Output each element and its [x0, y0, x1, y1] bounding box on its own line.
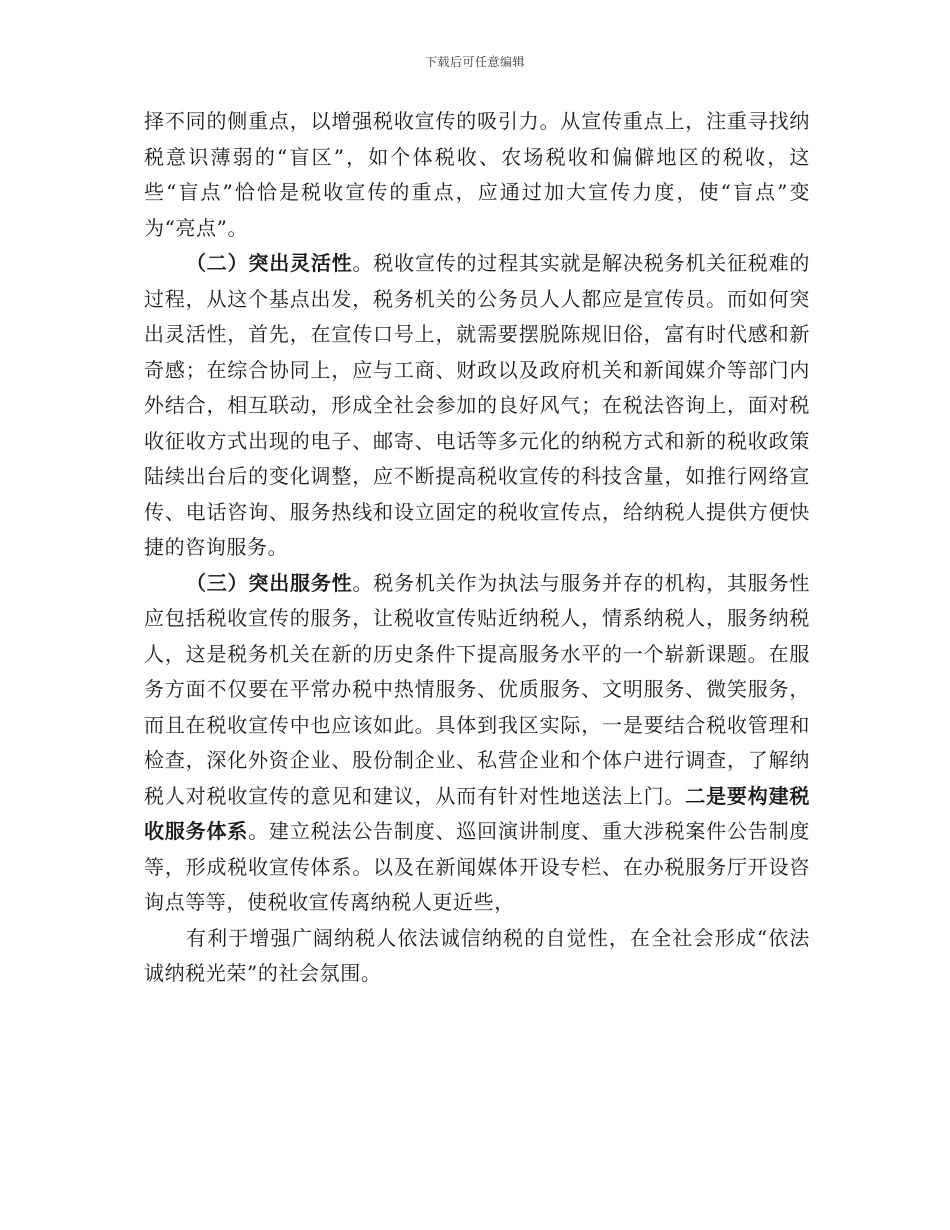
paragraph-4 [144, 921, 810, 992]
paragraph-2 [144, 246, 810, 566]
paragraph-3-tail: 。建立税法公告制度、巡回演讲制度、重大涉税案件公告制度等，形成税收宣传体系。以及在新闻媒体开设专栏、在办税服务厅开设咨询点等等，使税收宣传离纳税人更近些， [144, 819, 811, 914]
paragraph-1-text: 择不同的侧重点，以增强税收宣传的吸引力。从宣传重点上，注重寻找纳税意识薄弱的“盲区”，如个体税收、农场税收和偏僻地区的税收，这些“盲点”恰恰是税收宣传的重点，应通过加大宣传力度，使“盲点”变为“亮点”。 [144, 109, 810, 240]
paragraph-3-subheading: 二是要构建税收服务体系 [144, 783, 810, 843]
page-header: 下载后可任意编辑 [424, 55, 525, 69]
paragraph-2-text: 。税收宣传的过程其实就是解决税务机关征税难的过程，从这个基点出发，税务机关的公务员人人都应是宣传员。而如何突出灵活性，首先，在宣传口号上，就需要摆脱陈规旧俗，富有时代感和新奇感；在综合协同上，应与工商、财政以及政府机关和新闻媒介等部门内外结合，相互联动，形成全社会参加的良好风气；在税法咨询上，面对税收征收方式出现的电子、邮寄、电话等多元化的纳税方式和新的税收政策陆续出台后的变化调整，应不断提高税收宣传的科技含量，如推行网络宣传、电话咨询、服务热线和设立固定的税收宣传点，给纳税人提供方便快捷的咨询服务。 [144, 251, 810, 559]
paragraph-3-text: 。税务机关作为执法与服务并存的机构，其服务性应包括税收宣传的服务，让税收宣传贴近纳税人，情系纳税人，服务纳税人，这是税务机关在新的历史条件下提高服务水平的一个崭新课题。在服务方面不仅要在平常办税中热情服务、优质服务、文明服务、微笑服务，而且在税收宣传中也应该如此。具体到我区实际，一是要结合税收管理和检查，深化外资企业、股份制企业、私营企业和个体户进行调查，了解纳税人对税收宣传的意见和建议，从而有针对性地送法上门。 [144, 570, 810, 808]
document-body [144, 104, 810, 992]
paragraph-3 [144, 566, 810, 921]
paragraph-4-text: 有利于增强广阔纳税人依法诚信纳税的自觉性，在全社会形成“依法诚纳税光荣”的社会氛围。 [144, 925, 810, 985]
paragraph-3-heading: （三）突出服务性 [186, 570, 353, 595]
paragraph-1 [144, 104, 810, 246]
paragraph-2-heading: （二）突出灵活性 [186, 251, 353, 275]
